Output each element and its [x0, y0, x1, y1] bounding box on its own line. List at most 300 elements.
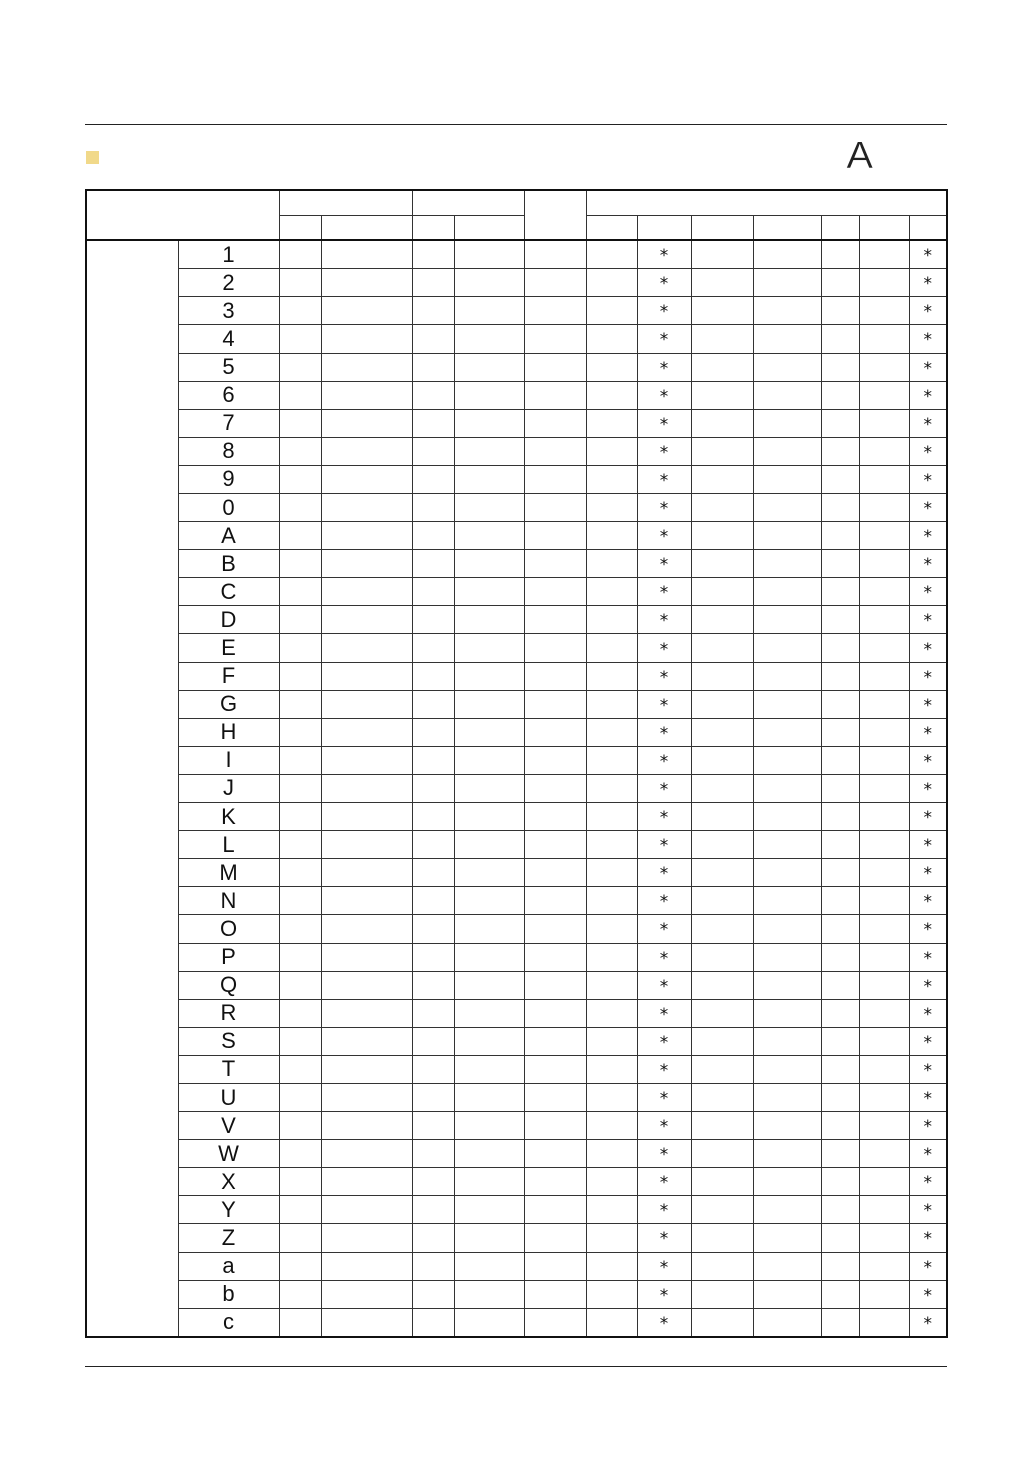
table-cell — [524, 1055, 586, 1083]
table-cell — [524, 1112, 586, 1140]
table-cell — [859, 522, 909, 550]
table-cell — [691, 1027, 753, 1055]
key-label: M — [178, 859, 279, 887]
table-cell — [586, 550, 637, 578]
key-label: J — [178, 774, 279, 802]
key-label: K — [178, 803, 279, 831]
table-cell — [279, 1196, 321, 1224]
table-cell — [279, 1083, 321, 1111]
table-cell — [859, 1168, 909, 1196]
mark-cell-b — [909, 774, 947, 802]
table-cell — [524, 1196, 586, 1224]
key-label: P — [178, 943, 279, 971]
asterisk-mark: * — [659, 892, 669, 913]
mark-cell-b — [909, 522, 947, 550]
table-cell — [691, 662, 753, 690]
table-cell — [691, 240, 753, 269]
table-row — [86, 465, 947, 493]
table-cell — [412, 437, 454, 465]
table-cell — [412, 381, 454, 409]
table-cell — [524, 774, 586, 802]
table-cell — [753, 1280, 821, 1308]
table-cell — [753, 353, 821, 381]
table-cell — [524, 353, 586, 381]
asterisk-mark: * — [923, 386, 933, 407]
asterisk-mark: * — [659, 302, 669, 323]
table-cell — [321, 1027, 412, 1055]
table-cell — [321, 269, 412, 297]
asterisk-mark: * — [923, 1032, 933, 1053]
table-cell — [821, 1055, 859, 1083]
table-cell — [753, 297, 821, 325]
table-cell — [321, 325, 412, 353]
asterisk-mark: * — [923, 892, 933, 913]
table-cell — [524, 297, 586, 325]
header-group-1 — [279, 190, 412, 216]
character-table — [85, 189, 948, 1338]
table-cell — [586, 1280, 637, 1308]
table-cell — [753, 1308, 821, 1337]
table-cell — [859, 1196, 909, 1224]
table-cell — [524, 409, 586, 437]
key-label: G — [178, 690, 279, 718]
table-cell — [412, 718, 454, 746]
table-row — [86, 1280, 947, 1308]
table-cell — [524, 606, 586, 634]
table-cell — [586, 1252, 637, 1280]
mark-cell-a — [637, 1252, 691, 1280]
table-cell — [321, 1308, 412, 1337]
table-row — [86, 859, 947, 887]
asterisk-mark: * — [923, 1201, 933, 1222]
table-cell — [321, 662, 412, 690]
table-cell — [586, 1112, 637, 1140]
table-cell — [524, 831, 586, 859]
table-cell — [412, 662, 454, 690]
key-label: Q — [178, 971, 279, 999]
table-cell — [454, 1280, 524, 1308]
table-cell — [321, 465, 412, 493]
mark-cell-b — [909, 1083, 947, 1111]
asterisk-mark: * — [923, 274, 933, 295]
table-cell — [454, 297, 524, 325]
mark-cell-a — [637, 887, 691, 915]
table-row — [86, 1140, 947, 1168]
table-cell — [321, 409, 412, 437]
table-cell — [821, 381, 859, 409]
asterisk-mark: * — [659, 527, 669, 548]
header-sub-cell — [321, 216, 412, 241]
table-row — [86, 606, 947, 634]
asterisk-mark: * — [923, 1285, 933, 1306]
table-cell — [454, 269, 524, 297]
table-cell — [821, 971, 859, 999]
table-cell — [586, 269, 637, 297]
mark-cell-a — [637, 718, 691, 746]
table-cell — [859, 381, 909, 409]
table-cell — [279, 690, 321, 718]
table-row — [86, 971, 947, 999]
table-cell — [859, 1252, 909, 1280]
asterisk-mark: * — [923, 751, 933, 772]
mark-cell-b — [909, 746, 947, 774]
table-cell — [454, 1112, 524, 1140]
mark-cell-a — [637, 999, 691, 1027]
table-row — [86, 1308, 947, 1337]
asterisk-mark: * — [659, 1201, 669, 1222]
table-cell — [821, 240, 859, 269]
asterisk-mark: * — [659, 1004, 669, 1025]
table-cell — [412, 774, 454, 802]
table-cell — [821, 578, 859, 606]
key-label: N — [178, 887, 279, 915]
asterisk-mark: * — [659, 358, 669, 379]
table-cell — [821, 297, 859, 325]
table-cell — [821, 606, 859, 634]
table-cell — [454, 381, 524, 409]
table-cell — [279, 859, 321, 887]
table-cell — [821, 1140, 859, 1168]
mark-cell-a — [637, 746, 691, 774]
table-cell — [753, 606, 821, 634]
table-cell — [279, 1252, 321, 1280]
table-cell — [524, 662, 586, 690]
table-cell — [753, 1168, 821, 1196]
table-cell — [454, 662, 524, 690]
asterisk-mark: * — [659, 1285, 669, 1306]
table-cell — [454, 831, 524, 859]
table-cell — [279, 325, 321, 353]
asterisk-mark: * — [659, 611, 669, 632]
table-cell — [454, 409, 524, 437]
table-cell — [859, 1027, 909, 1055]
asterisk-mark: * — [659, 330, 669, 351]
table-cell — [524, 1168, 586, 1196]
table-cell — [821, 269, 859, 297]
mark-cell-b — [909, 381, 947, 409]
mark-cell-b — [909, 465, 947, 493]
asterisk-mark: * — [923, 1313, 933, 1334]
table-cell — [321, 606, 412, 634]
table-cell — [279, 1168, 321, 1196]
asterisk-mark: * — [659, 723, 669, 744]
table-cell — [279, 606, 321, 634]
table-cell — [279, 915, 321, 943]
table-row — [86, 409, 947, 437]
table-cell — [859, 494, 909, 522]
table-cell — [753, 774, 821, 802]
table-cell — [454, 774, 524, 802]
table-row — [86, 1083, 947, 1111]
asterisk-mark: * — [659, 1257, 669, 1278]
table-cell — [454, 887, 524, 915]
table-cell — [454, 1168, 524, 1196]
table-row — [86, 1168, 947, 1196]
table-cell — [454, 578, 524, 606]
mark-cell-a — [637, 409, 691, 437]
table-cell — [586, 437, 637, 465]
table-cell — [753, 1224, 821, 1252]
table-cell — [691, 1252, 753, 1280]
asterisk-mark: * — [659, 583, 669, 604]
asterisk-mark: * — [923, 864, 933, 885]
table-cell — [753, 550, 821, 578]
table-cell — [412, 1140, 454, 1168]
table-cell — [859, 1224, 909, 1252]
table-row — [86, 578, 947, 606]
table-cell — [691, 971, 753, 999]
mark-cell-b — [909, 437, 947, 465]
table-cell — [859, 662, 909, 690]
mark-cell-b — [909, 606, 947, 634]
table-cell — [859, 1055, 909, 1083]
table-row — [86, 690, 947, 718]
table-cell — [753, 381, 821, 409]
mark-cell-b — [909, 1224, 947, 1252]
table-cell — [454, 1083, 524, 1111]
table-row — [86, 297, 947, 325]
table-cell — [279, 971, 321, 999]
mark-cell-b — [909, 325, 947, 353]
mark-cell-b — [909, 943, 947, 971]
table-cell — [821, 1308, 859, 1337]
table-cell — [279, 494, 321, 522]
key-label: b — [178, 1280, 279, 1308]
table-cell — [412, 1196, 454, 1224]
table-cell — [753, 746, 821, 774]
table-cell — [321, 550, 412, 578]
table-cell — [691, 1112, 753, 1140]
table-cell — [321, 1168, 412, 1196]
mark-cell-b — [909, 690, 947, 718]
table-cell — [279, 522, 321, 550]
key-label: 2 — [178, 269, 279, 297]
table-cell — [586, 578, 637, 606]
mark-cell-b — [909, 269, 947, 297]
table-row — [86, 550, 947, 578]
table-cell — [412, 606, 454, 634]
table-cell — [691, 943, 753, 971]
table-cell — [279, 803, 321, 831]
table-cell — [586, 522, 637, 550]
asterisk-mark: * — [923, 920, 933, 941]
table-cell — [321, 746, 412, 774]
table-cell — [524, 1280, 586, 1308]
table-cell — [586, 634, 637, 662]
table-cell — [454, 690, 524, 718]
header-sub-cell — [454, 216, 524, 241]
table-cell — [524, 550, 586, 578]
asterisk-mark: * — [659, 751, 669, 772]
table-row — [86, 1055, 947, 1083]
table-cell — [859, 774, 909, 802]
asterisk-mark: * — [659, 414, 669, 435]
table-row — [86, 943, 947, 971]
mark-cell-b — [909, 662, 947, 690]
table-cell — [279, 1055, 321, 1083]
table-row — [86, 915, 947, 943]
table-cell — [412, 494, 454, 522]
table-cell — [454, 999, 524, 1027]
mark-cell-a — [637, 634, 691, 662]
mark-cell-b — [909, 1196, 947, 1224]
mark-cell-b — [909, 1112, 947, 1140]
table-cell — [412, 1168, 454, 1196]
table-cell — [586, 831, 637, 859]
table-cell — [279, 943, 321, 971]
table-cell — [821, 831, 859, 859]
asterisk-mark: * — [923, 246, 933, 267]
mark-cell-a — [637, 578, 691, 606]
mark-cell-a — [637, 1112, 691, 1140]
table-cell — [859, 297, 909, 325]
asterisk-mark: * — [923, 808, 933, 829]
table-cell — [691, 1280, 753, 1308]
key-label: V — [178, 1112, 279, 1140]
mark-cell-b — [909, 1308, 947, 1337]
key-label: C — [178, 578, 279, 606]
table-cell — [753, 690, 821, 718]
table-cell — [454, 522, 524, 550]
table-cell — [279, 718, 321, 746]
table-cell — [691, 634, 753, 662]
asterisk-mark: * — [659, 779, 669, 800]
table-cell — [691, 494, 753, 522]
key-label: L — [178, 831, 279, 859]
table-cell — [279, 1224, 321, 1252]
mark-cell-b — [909, 831, 947, 859]
header-sub-cell — [637, 216, 691, 241]
table-cell — [586, 409, 637, 437]
table-cell — [524, 999, 586, 1027]
table-cell — [524, 718, 586, 746]
mark-cell-b — [909, 971, 947, 999]
table-cell — [321, 999, 412, 1027]
table-cell — [821, 718, 859, 746]
table-cell — [859, 465, 909, 493]
header-sub-cell — [691, 216, 753, 241]
mark-cell-b — [909, 1280, 947, 1308]
mark-cell-b — [909, 1140, 947, 1168]
table-cell — [821, 1252, 859, 1280]
table-cell — [586, 859, 637, 887]
mark-cell-b — [909, 999, 947, 1027]
table-cell — [321, 437, 412, 465]
table-cell — [586, 240, 637, 269]
asterisk-mark: * — [923, 948, 933, 969]
table-cell — [821, 887, 859, 915]
table-cell — [412, 409, 454, 437]
table-cell — [753, 578, 821, 606]
table-cell — [691, 437, 753, 465]
table-cell — [859, 1308, 909, 1337]
key-label: 6 — [178, 381, 279, 409]
table-cell — [279, 1308, 321, 1337]
table-cell — [753, 1027, 821, 1055]
table-cell — [753, 437, 821, 465]
key-label: H — [178, 718, 279, 746]
table-cell — [691, 353, 753, 381]
table-cell — [753, 999, 821, 1027]
table-cell — [753, 943, 821, 971]
header-sub-cell — [586, 216, 637, 241]
mark-cell-a — [637, 915, 691, 943]
table-cell — [321, 1112, 412, 1140]
table-cell — [524, 690, 586, 718]
asterisk-mark: * — [659, 1060, 669, 1081]
table-cell — [454, 494, 524, 522]
asterisk-mark: * — [659, 442, 669, 463]
table-cell — [454, 746, 524, 774]
table-cell — [412, 1112, 454, 1140]
table-cell — [821, 325, 859, 353]
table-cell — [753, 522, 821, 550]
table-cell — [821, 550, 859, 578]
table-cell — [586, 325, 637, 353]
table-row — [86, 718, 947, 746]
key-label: W — [178, 1140, 279, 1168]
asterisk-mark: * — [659, 1313, 669, 1334]
asterisk-mark: * — [923, 1004, 933, 1025]
table-cell — [586, 718, 637, 746]
mark-cell-a — [637, 1224, 691, 1252]
table-cell — [524, 1224, 586, 1252]
table-cell — [321, 1252, 412, 1280]
table-cell — [412, 690, 454, 718]
table-cell — [412, 803, 454, 831]
table-cell — [586, 803, 637, 831]
mark-cell-a — [637, 943, 691, 971]
mark-cell-b — [909, 803, 947, 831]
table-cell — [691, 578, 753, 606]
table-cell — [321, 915, 412, 943]
table-cell — [586, 1168, 637, 1196]
mark-cell-a — [637, 971, 691, 999]
key-label: Z — [178, 1224, 279, 1252]
table-cell — [412, 1224, 454, 1252]
table-cell — [524, 803, 586, 831]
table-cell — [412, 915, 454, 943]
table-cell — [412, 1280, 454, 1308]
corner-letter: A — [846, 135, 874, 177]
asterisk-mark: * — [923, 470, 933, 491]
table-row — [86, 1196, 947, 1224]
table-cell — [321, 522, 412, 550]
asterisk-mark: * — [923, 1060, 933, 1081]
table-cell — [821, 999, 859, 1027]
table-cell — [859, 859, 909, 887]
asterisk-mark: * — [923, 358, 933, 379]
table-cell — [454, 1055, 524, 1083]
table-cell — [321, 1140, 412, 1168]
table-row — [86, 999, 947, 1027]
mark-cell-a — [637, 522, 691, 550]
table-cell — [586, 662, 637, 690]
table-cell — [524, 1083, 586, 1111]
table-cell — [859, 550, 909, 578]
table-cell — [691, 746, 753, 774]
table-cell — [279, 634, 321, 662]
key-label: O — [178, 915, 279, 943]
table-cell — [753, 1252, 821, 1280]
table-cell — [691, 1055, 753, 1083]
table-cell — [524, 859, 586, 887]
table-cell — [524, 887, 586, 915]
table-cell — [691, 718, 753, 746]
table-cell — [753, 240, 821, 269]
table-cell — [859, 831, 909, 859]
asterisk-mark: * — [659, 667, 669, 688]
